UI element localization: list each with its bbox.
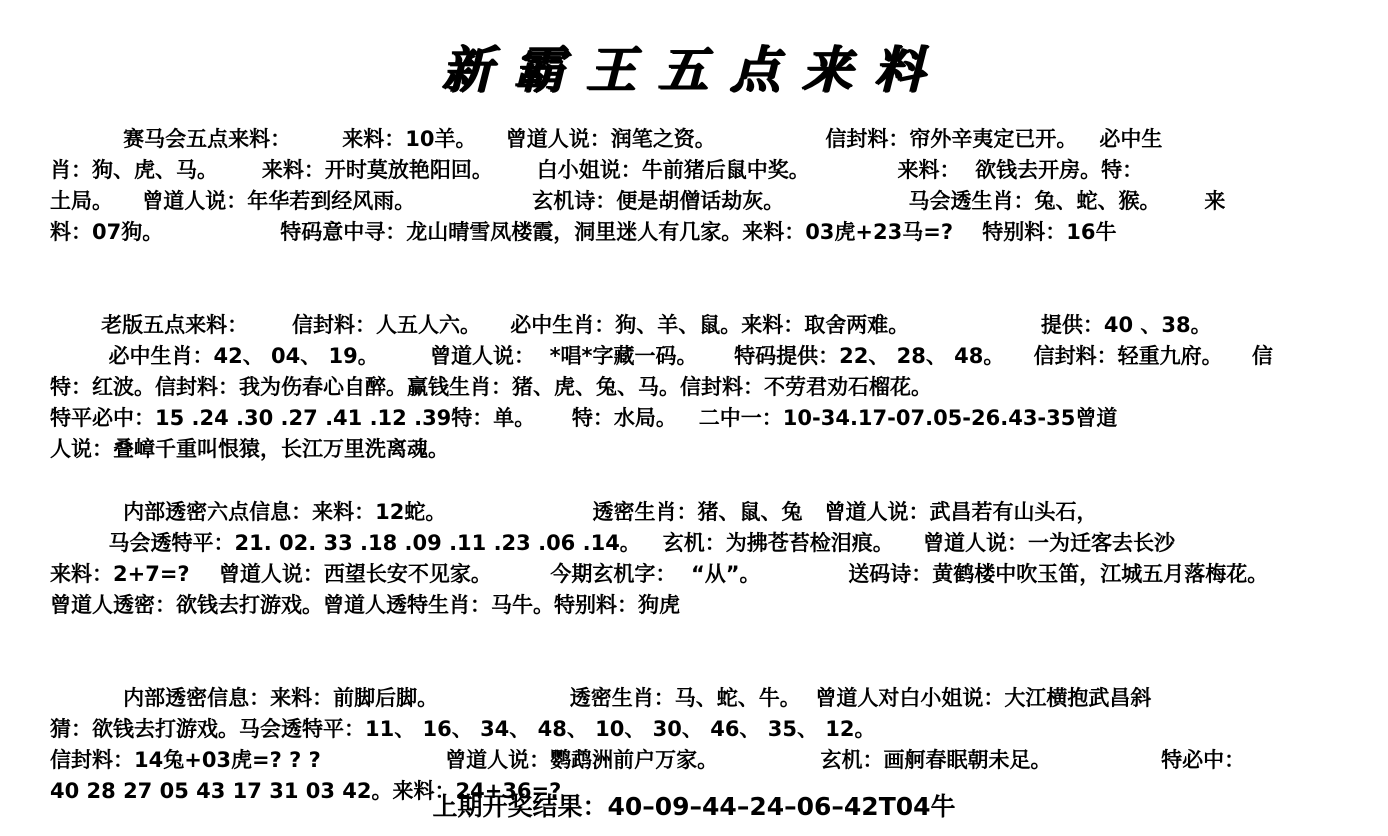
text-line: 猜：欲钱去打游戏。马会透特平：11、 16、 34、 48、 10、 30、 46、 35、 12。 (50, 717, 876, 741)
text-line: 必中生肖：42、 04、 19。 曾道人说： *唱*字藏一码。 特码提供：22、 28、 48。 信封料：轻重九府。 信 (50, 344, 1273, 368)
section-neibu-six (50, 497, 1380, 621)
text-line: 曾道人透密：欲钱去打游戏。曾道人透特生肖：马牛。特别料：狗虎 (50, 593, 680, 617)
section-laoban (50, 310, 1380, 465)
text-line: 特：红波。信封料：我为伤春心自醉。赢钱生肖：猪、虎、兔、马。信封料：不劳君劝石榴花。 (50, 375, 932, 399)
text-line: 老版五点来料： 信封料：人五人六。 必中生肖：狗、羊、鼠。来料：取舍两难。 提供：40 、38。 (50, 313, 1212, 337)
last-draw-result: 上期开奖结果：40–09–44–24–06–42T04牛 (432, 792, 956, 821)
section-spacer (50, 248, 1380, 310)
section-spacer (50, 621, 1380, 683)
text-line: 马会透特平：21. 02. 33 .18 .09 .11 .23 .06 .14。 玄机：为拂苍苔检泪痕。 曾道人说：一为迁客去长沙 (50, 531, 1175, 555)
text-line: 来料：2+7=? 曾道人说：西望长安不见家。 今期玄机字： “从”。 送码诗：黄鹤楼中吹玉笛，江城五月落梅花。 (50, 562, 1269, 586)
text-line: 40 28 27 05 43 17 31 03 42。来料：24+36=? (50, 779, 562, 803)
text-line: 赛马会五点来料： 来料：10羊。 曾道人说：润笔之资。 信封料：帘外辛夷定已开。 必中生 (50, 127, 1163, 151)
text-line: 内部透密信息：来料：前脚后脚。 透密生肖：马、蛇、牛。 曾道人对白小姐说：大江横抱武昌斜 (50, 686, 1152, 710)
text-line: 特平必中：15 .24 .30 .27 .41 .12 .39特：单。 特：水局。 二中一：10-34.17-07.05-26.43-35曾道 (50, 406, 1118, 430)
section-saimahui (50, 124, 1380, 248)
text-line: 土局。 曾道人说：年华若到经风雨。 玄机诗：便是胡僧话劫灰。 马会透生肖：兔、蛇、猴。 来 (50, 189, 1226, 213)
page-title: 新霸王五点来料 (442, 40, 946, 99)
content-body (50, 124, 1380, 807)
text-line: 人说：叠嶂千重叫恨猿，长江万里洗离魂。 (50, 437, 449, 461)
section-neibu (50, 683, 1380, 807)
section-spacer (50, 465, 1380, 497)
text-line: 料：07狗。 特码意中寻：龙山晴雪凤楼霞，洞里迷人有几家。来料：03虎+23马=? 特别料：16牛 (50, 220, 1117, 244)
text-line: 信封料：14兔+03虎=? ? ? 曾道人说：鹦鹉洲前户万家。 玄机：画舸春眠朝未足。 特必中： (50, 748, 1246, 772)
text-line: 内部透密六点信息：来料：12蛇。 透密生肖：猪、鼠、兔 曾道人说：武昌若有山头石， (50, 500, 1098, 524)
text-line: 肖：狗、虎、马。 来料：开时莫放艳阳回。 白小姐说：牛前猪后鼠中奖。 来料： 欲钱去开房。特： (50, 158, 1144, 182)
